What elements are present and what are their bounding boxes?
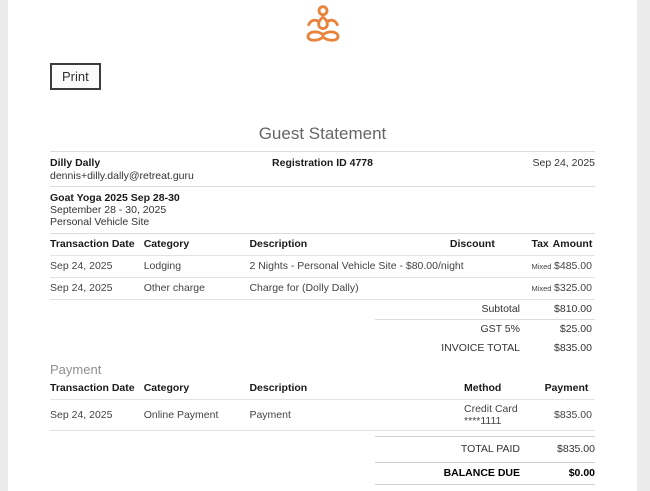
payment-row: [50, 400, 595, 431]
charge-row: [50, 256, 595, 278]
col-transaction-date: Transaction Date: [50, 378, 144, 400]
cell-date: Sep 24, 2025: [50, 278, 144, 300]
gst-row: [375, 320, 595, 340]
charge-row: [50, 278, 595, 300]
program-name: Goat Yoga 2025 Sep 28-30: [50, 192, 180, 204]
charges-table: [50, 234, 595, 300]
col-description: Description: [249, 378, 464, 400]
document-body: [50, 50, 595, 485]
meditation-lotus-icon: [300, 5, 346, 45]
guest-email: dennis+dilly.dally@retreat.guru: [50, 170, 194, 182]
cell-payment: $835.00: [545, 400, 595, 431]
col-category: Category: [144, 378, 250, 400]
invoice-totals: [375, 300, 595, 358]
subtotal-row: [375, 300, 595, 320]
col-tax: Tax: [520, 234, 552, 256]
cell-date: Sep 24, 2025: [50, 256, 144, 278]
statement-date: Sep 24, 2025: [532, 157, 596, 169]
balance-due-value: $0.00: [520, 463, 595, 485]
cell-description: Payment: [249, 400, 464, 431]
col-amount: Amount: [553, 234, 595, 256]
payments-table: [50, 378, 595, 431]
method-card-number: ****1111: [464, 415, 502, 427]
total-paid-label: TOTAL PAID: [375, 437, 520, 463]
method-type: Credit Card: [464, 403, 518, 415]
cell-amount: $485.00: [553, 256, 595, 278]
col-description: Description: [249, 234, 449, 256]
statement-page: [8, 0, 637, 491]
balance-due-label: BALANCE DUE: [375, 463, 520, 485]
subtotal-value: $810.00: [520, 300, 595, 320]
guest-identity: [50, 157, 232, 182]
cell-description: Charge for (Dolly Dally): [249, 278, 449, 300]
program-dates: September 28 - 30, 2025: [50, 204, 167, 216]
cell-category: Lodging: [144, 256, 250, 278]
guest-name: Dilly Dally: [50, 157, 101, 169]
invoice-total-value: $835.00: [554, 342, 592, 354]
guest-info-row: [50, 152, 595, 187]
payment-totals: [375, 436, 595, 485]
cell-tax: Mixed: [520, 278, 552, 300]
payment-section-title: Payment: [50, 362, 102, 377]
col-transaction-date: Transaction Date: [50, 234, 144, 256]
total-paid-row: [375, 437, 595, 463]
cell-method: [464, 400, 545, 431]
booking-summary: [50, 187, 595, 234]
gst-value: $25.00: [559, 323, 592, 335]
payments-header-row: [50, 378, 595, 400]
cell-discount: [450, 278, 521, 300]
cell-tax: Mixed: [520, 256, 552, 278]
balance-due-row: [375, 463, 595, 485]
print-button[interactable]: Print: [50, 63, 101, 90]
cell-category: Online Payment: [144, 400, 250, 431]
col-discount: Discount: [450, 234, 521, 256]
col-method: Method: [464, 378, 545, 400]
cell-date: Sep 24, 2025: [50, 400, 144, 431]
invoice-total-row: [375, 339, 595, 358]
page-title: Guest Statement: [50, 124, 595, 152]
total-paid-value: $835.00: [520, 437, 595, 463]
logo-container: [8, 0, 637, 50]
subtotal-label: Subtotal: [375, 300, 520, 320]
accommodation-type: Personal Vehicle Site: [50, 216, 150, 228]
cell-category: Other charge: [144, 278, 250, 300]
gst-label: GST 5%: [480, 323, 520, 335]
col-category: Category: [144, 234, 250, 256]
invoice-total-label: INVOICE TOTAL: [441, 342, 520, 354]
cell-description: 2 Nights - Personal Vehicle Site - $80.00/night: [249, 256, 449, 278]
col-payment: Payment: [545, 378, 595, 400]
cell-amount: $325.00: [553, 278, 595, 300]
charges-header-row: [50, 234, 595, 256]
registration-id: Registration ID 4778: [272, 157, 373, 169]
